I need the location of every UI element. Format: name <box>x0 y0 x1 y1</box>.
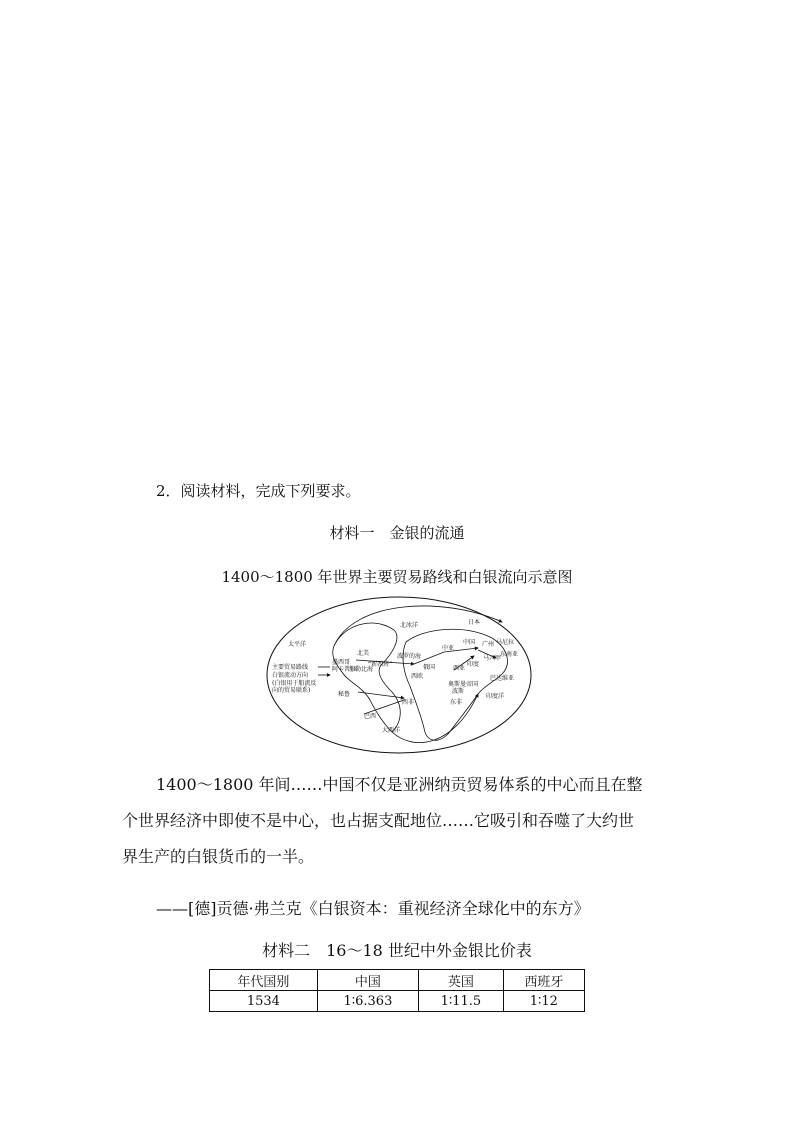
label-japan: 日本 <box>468 619 481 626</box>
label-baltic: 波罗的海 <box>397 653 422 660</box>
label-caribbean: 加勒比海 <box>349 666 374 673</box>
legend-routes-label: 主要贸易路线 <box>272 664 309 671</box>
label-southeast-asia: 东南亚 <box>500 651 519 658</box>
label-atlantic: 大西洋 <box>382 727 401 734</box>
label-russia: 俄国 <box>423 664 436 671</box>
table-header-cell: 西班牙 <box>503 970 584 991</box>
label-central-asia: 中亚 <box>442 645 455 652</box>
map-title: 1400～1800 年世界主要贸易路线和白银流向示意图 <box>221 568 573 586</box>
trade-route-map <box>264 594 534 756</box>
legend-note-line1: (白银用于船流反 <box>272 680 317 687</box>
label-persia: 波斯 <box>452 688 465 695</box>
paragraph-line-3: 界生产的白银货币的一半。 <box>122 847 315 866</box>
material1-source: ——[德]贡德·弗兰克《白银资本：重视经济全球化中的东方》 <box>156 899 590 918</box>
table-cell: 1∶6.363 <box>317 991 418 1012</box>
label-arctic: 北冰洋 <box>400 622 419 629</box>
label-guangzhou: 广州 <box>482 641 495 648</box>
paragraph-line-2: 个世界经济中即使不是中心，也占据支配地位……它吸引和吞噬了大约世 <box>122 811 635 830</box>
trade-route-map-svg <box>264 594 534 756</box>
label-western-europe: 西欧 <box>411 673 424 680</box>
label-peru: 秘鲁 <box>338 691 351 698</box>
label-batavia: 巴达维亚 <box>490 675 515 682</box>
route-peru-west-africa <box>358 692 404 698</box>
label-malacca: 马六甲 <box>483 655 502 662</box>
material1-paragraph <box>122 767 682 875</box>
table-cell: 1∶11.5 <box>419 991 504 1012</box>
paragraph-line-1: 1400～1800 年间……中国不仅是亚洲纳贡贸易体系的中心而且在整 <box>156 775 643 794</box>
label-east-africa: 东非 <box>450 699 463 706</box>
label-indian-ocean: 印度洋 <box>486 693 505 700</box>
legend-silver-label: 白银流动方向 <box>272 672 309 679</box>
material2-title: 材料二 16～18 世纪中外金银比价表 <box>262 941 532 960</box>
label-mexico: 墨西哥 <box>332 659 351 666</box>
table-row <box>210 991 585 1012</box>
question-title: 2．阅读材料，完成下列要求。 <box>156 482 361 500</box>
label-manila: 马尼拉 <box>496 639 515 646</box>
gold-silver-ratio-table <box>209 969 585 1012</box>
label-acapulco: 阿卡普尔 <box>332 666 357 673</box>
label-india: 印度 <box>467 661 480 668</box>
table-cell: 1534 <box>210 991 318 1012</box>
table-header-cell: 年代国别 <box>210 970 318 991</box>
label-pacific: 太平洋 <box>288 641 307 648</box>
label-ottoman: 奥斯曼帝国 <box>448 681 479 688</box>
label-new-spain: “新西班” <box>368 661 393 668</box>
route-brazil <box>364 700 404 714</box>
label-china: 中国 <box>463 639 476 646</box>
label-west-africa: 西非 <box>402 699 415 706</box>
legend-note-line2: 向的贸易联系) <box>272 687 311 694</box>
label-brazil: 巴西 <box>364 713 377 720</box>
table-cell: 1∶12 <box>503 991 584 1012</box>
label-north-america: 北美 <box>357 650 370 657</box>
table-header-row <box>210 970 585 991</box>
material1-title: 材料一 金银的流通 <box>329 524 465 542</box>
table-header-cell: 英国 <box>419 970 504 991</box>
label-west-asia: 西亚 <box>453 665 466 672</box>
table-header-cell: 中国 <box>317 970 418 991</box>
